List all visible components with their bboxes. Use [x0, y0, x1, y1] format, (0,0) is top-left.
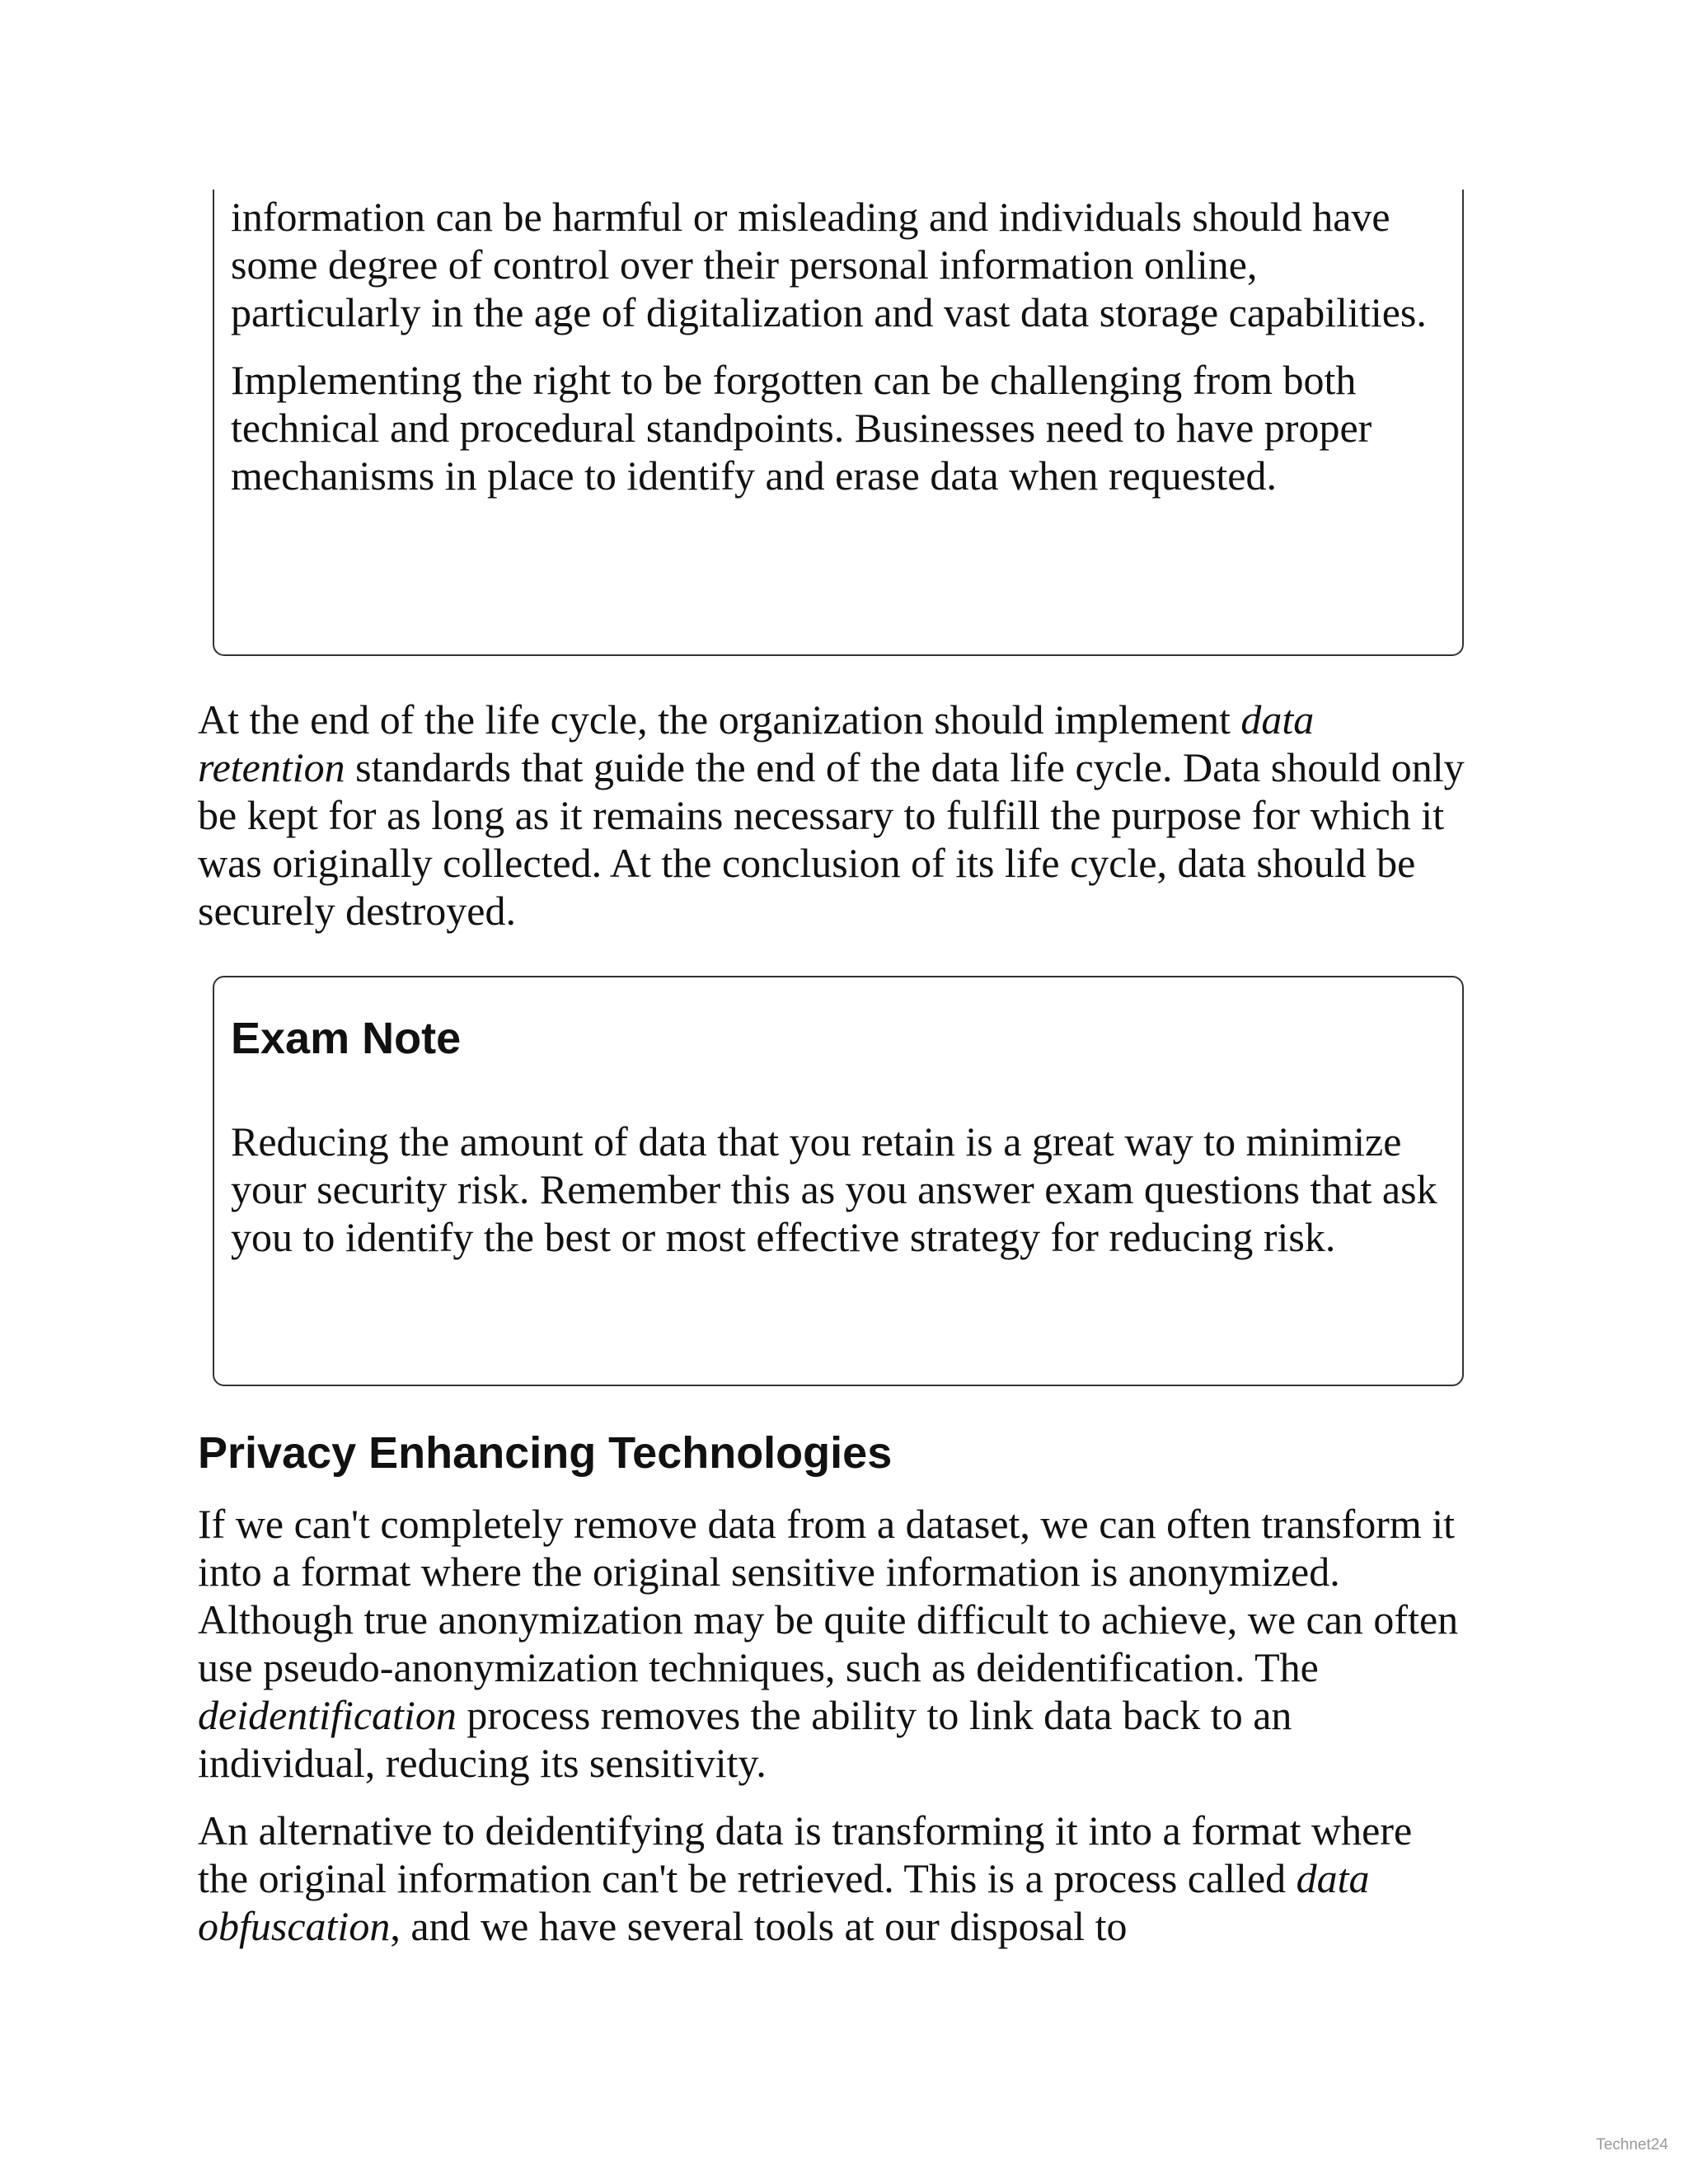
text-run: An alternative to deidentifying data is transforming it into a format where the original information can't be retrieved. This is a process called [198, 1807, 1413, 1901]
paragraph [198, 1807, 1467, 1950]
exam-note-box [213, 976, 1464, 1386]
section-body [198, 1500, 1467, 1970]
key-term: data retention [198, 696, 1315, 790]
section-heading: Privacy Enhancing Technologies [198, 1428, 893, 1478]
paragraph [198, 696, 1467, 935]
text-run: At the end of the life cycle, the organization should implement [198, 696, 1241, 743]
footer-watermark: Technet24 [1596, 2136, 1668, 2154]
exam-note-text: Reducing the amount of data that you retain is a great way to minimize your security risk. Remember this as you answer exam questions that ask you to identify the best or most effective strategy for reducing risk. [231, 1118, 1437, 1260]
paragraph [198, 1500, 1467, 1787]
text-run: , and we have several tools at our disposal to [390, 1903, 1128, 1949]
retention-paragraph [198, 696, 1467, 954]
sidebar-paragraph: information can be harmful or misleading and individuals should have some degree of control over their personal information online, particularly in the age of digitalization and vast data storage capabilities. [231, 194, 1427, 335]
key-term: data obfuscation [198, 1855, 1370, 1949]
text-run: standards that guide the end of the data life cycle. Data should only be kept for as long as it remains necessary to fulfill the purpose for which it was originally collected. At the conclusion of its life cycle, data should be securely destroyed. [198, 744, 1465, 934]
sidebar-paragraph: Implementing the right to be forgotten can be challenging from both technical and procedural standpoints. Businesses need to have proper mechanisms in place to identify and erase data when requested. [231, 357, 1372, 499]
text-run: process removes the ability to link data back to an individual, reducing its sensitivity. [198, 1692, 1292, 1786]
exam-note-heading: Exam Note [231, 1014, 462, 1063]
text-run: If we can't completely remove data from a dataset, we can often transform it into a format where the original sensitive information is anonymized. Although true anonymization may be quite difficult to achieve, we can often use pseudo-anonymization techniques, such as deidentification. The [198, 1501, 1459, 1690]
continued-sidebar-box [213, 190, 1464, 656]
key-term: deidentification [198, 1692, 457, 1738]
